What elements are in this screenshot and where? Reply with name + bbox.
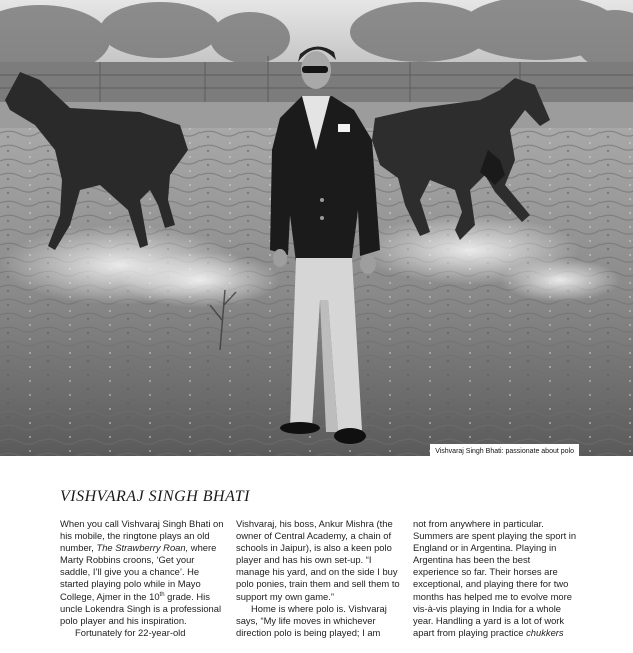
paragraph: Home is where polo is. Vishvaraj says, “My life moves in whichever direction polo is being played; I am: [236, 602, 387, 638]
paragraph: Vishvaraj, his boss, Ankur Mishra (the owner of Central Academy, a chain of schools in Jaipur), is also a keen polo player and has his own set-up. “I manage his yard, and on the side I buy polo ponies, train them and sell them to support my own game.”: [236, 518, 400, 602]
italic-term: chukkers: [526, 626, 564, 638]
paragraph: not from anywhere in particular. Summers are spent playing the sport in England or in Argentina. Playing in Argentina has been the best experience so far. Their horses are exceptional, and playing there for two months has helped me to evolve more vis-à-vis playing in India for a whole year. Handling a yard is a lot of work apart from playing practice chukkers: [413, 518, 577, 638]
song-title: The Strawberry Roan,: [96, 542, 189, 554]
paragraph: Fortunately for 22-year-old: [75, 626, 186, 638]
article-heading: VISHVARAJ SINGH BHATI: [60, 488, 251, 505]
photo-caption: Vishvaraj Singh Bhati: passionate about polo: [430, 444, 579, 456]
paragraph: When you call Vishvaraj Singh Bhati on his mobile, the ringtone plays an old number, The Strawberry Roan, where Marty Robbins croons, ‘Get your saddle, I’ll give you a chance’. He started playing polo while in Mayo College, Ajmer in the 10th grade. His uncle Lokendra Singh is a professional polo player and his inspiration.: [60, 518, 224, 626]
article-column-2: [236, 518, 400, 639]
article-column-1: [60, 518, 226, 639]
article-column-3: [413, 518, 577, 639]
